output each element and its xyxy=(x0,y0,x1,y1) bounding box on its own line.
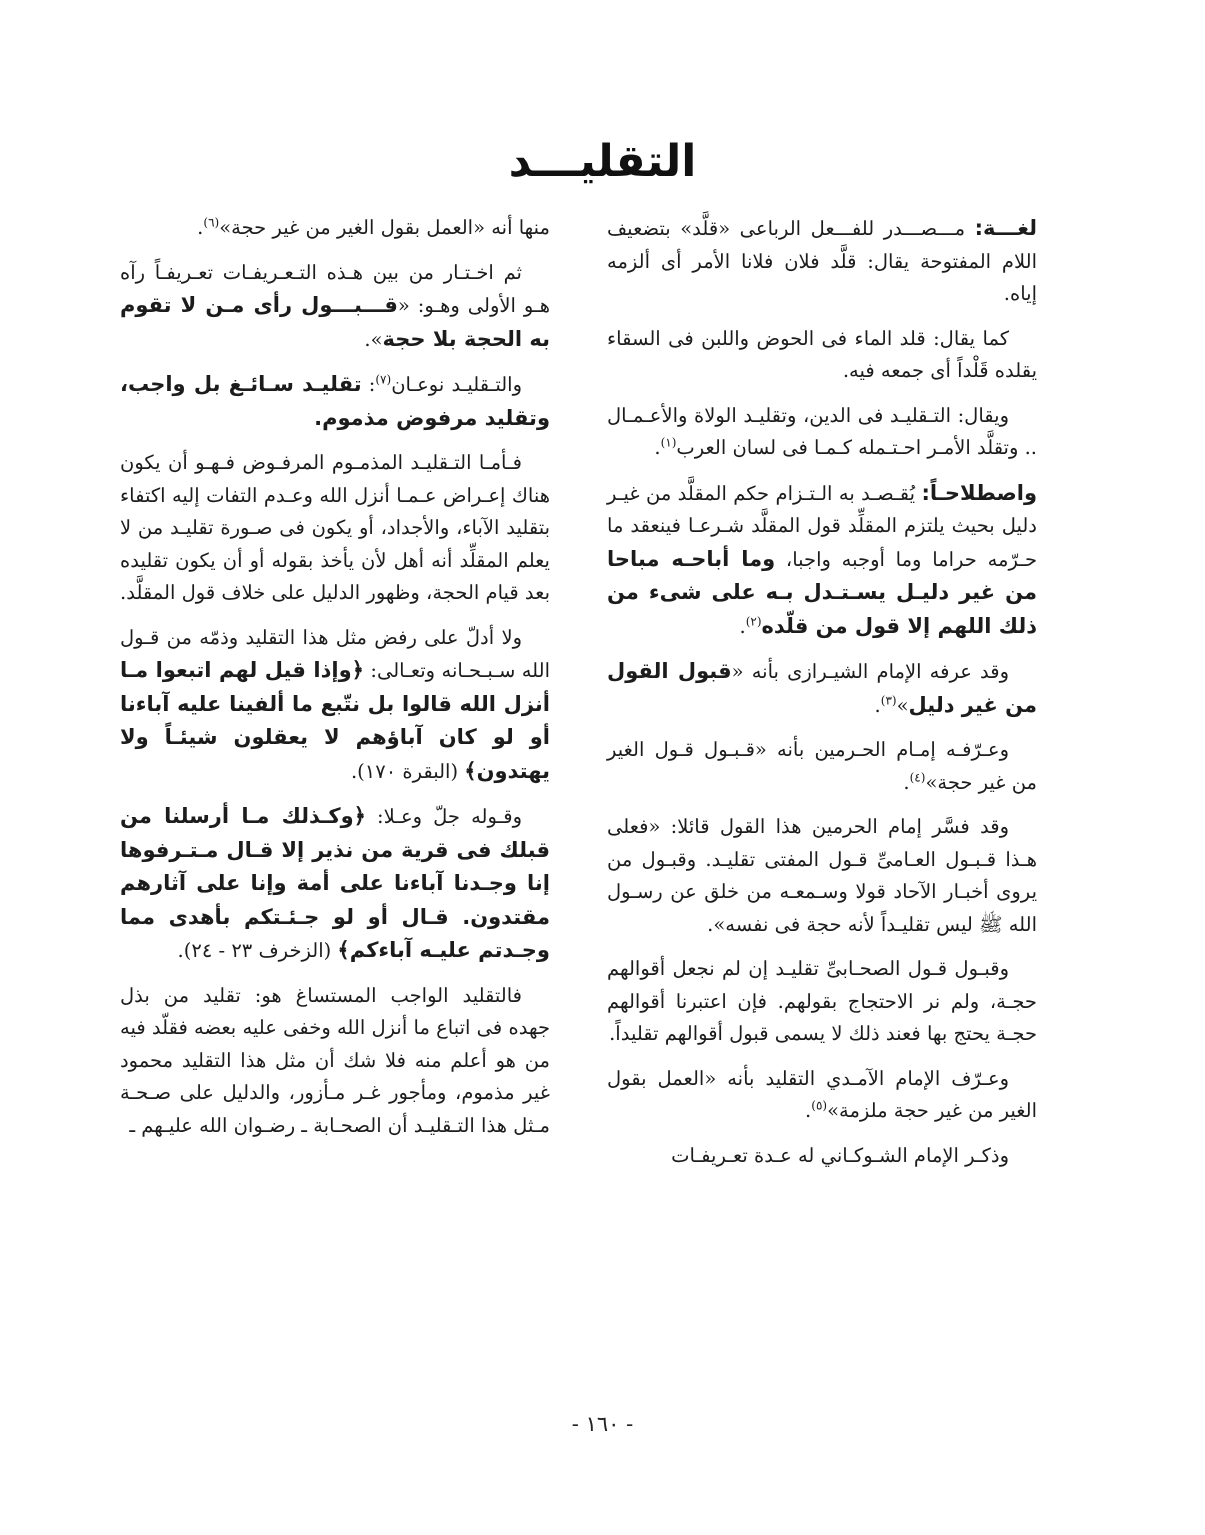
paragraph-text: منها أنه «العمل بقول الغير من غير حجة» xyxy=(219,216,550,239)
bold-text: قـــبـــول رأى مـن لا تقوم به الحجة بلا حجة xyxy=(120,293,550,351)
paragraph xyxy=(607,734,1037,799)
paragraph-text: وقد عرفه الإمام الشيـرازى بأنه « xyxy=(731,660,1010,683)
paragraph-text: فـأمـا التـقليـد المذمـوم المرفـوض فـهـو أن يكون هناك إعـراض عـمـا أنزل الله وعـدم التفات إليه اكتفاء بتقليد الآباء، والأجداد، أو يكون فى صـورة تقليـد من لا يعلم المقلِّد أنه أهل لأن يأخذ بقوله أو أن يكون تقليده بعد قيام الحجة، وظهور الدليل على خلاف قول المقلَّد. xyxy=(120,451,550,604)
bold-text: قبول القول من غير دليل xyxy=(607,659,1037,717)
paragraph-technical-definition xyxy=(607,477,1037,644)
verse-reference: (البقرة ١٧٠). xyxy=(350,759,465,783)
left-column xyxy=(120,212,550,1154)
paragraph-quran-quote xyxy=(120,622,550,789)
paragraph xyxy=(607,655,1037,722)
footnote-marker: (١) xyxy=(660,435,677,450)
bold-text: وما أباحـه مباحا من غير دليـل يسـتـدل بـه على شىء من ذلك اللهم إلا قول من قلّده xyxy=(607,546,1037,638)
footnote-marker: (٢) xyxy=(745,614,762,628)
paragraph xyxy=(607,811,1037,941)
quran-verse: ﴿وإذا قيل لهم اتبعوا مـا أنزل الله قالوا بل نتّبع ما ألفينا عليه آباءنا أو لو كان آباؤهم لا يعقلون شيئـاً ولا يهتدون﴾ xyxy=(120,658,550,783)
paragraph-text: مـــصـــدر للفـــعل الرباعى «قلَّد» بتضعيف اللام المفتوحة يقال: قلَّد فلان فلانا الأمر أى ألزمه إياه. xyxy=(607,217,1037,305)
paragraph-text: وعـرّف الإمام الآمـدي التقليد بأنه «العمل بقول الغير من غير حجة ملزمة» xyxy=(607,1066,1037,1122)
page-number: - ١٦٠ - xyxy=(571,1412,634,1436)
footnote-marker: (٣) xyxy=(880,693,897,707)
paragraph xyxy=(120,257,550,357)
paragraph xyxy=(607,1140,1037,1173)
punctuation: . xyxy=(903,770,910,794)
footnote-marker: (٧) xyxy=(375,372,392,387)
paragraph-text: فالتقليد الواجب المستساغ هو: تقليد من بذل جهده فى اتباع ما أنزل الله وخفى عليه بعضه فقلّد فيه من هو أعلم منه فلا شك أن مثل هذا التقليد محمود غير مذموم، ومأجور غـر مـأزور، والدليل على صـحـة مـثل هذا التـقليـد أن الصحـابة ـ رضـوان الله عليـهم ـ xyxy=(120,983,550,1137)
footnote-marker: (٥) xyxy=(811,1098,828,1113)
paragraph-text: وقد فسَّر إمام الحرمين هذا القول قائلا: «فعلى هـذا قـبـول العـامىِّ قـول المفتى تقليـد. وقبـول من يروى أخبـار الآحاد قولا وسـمعـه من خلق عن رسـول الله ﷺ ليس تقليـداً لأنه حجة فى نفسه». xyxy=(607,815,1037,936)
verse-reference: (الزخرف ٢٣ - ٢٤). xyxy=(177,939,338,962)
paragraph-text: ثم اخـتـار من بين هـذه التـعـريفـات تعـريفـاً رآه هـو الأولى وهـو: « xyxy=(120,260,550,317)
paragraph-text: وقـوله جلّ وعـلا: xyxy=(365,805,522,828)
page-title: التقليـــد xyxy=(508,136,697,187)
paragraph-text: يُقـصـد به الـتـزام حكم المقلَّد من غيـر دليل بحيث يلتزم المقلِّد قول المقلَّد شـرعـا فينعقد ما حـرّمه حراما وما أوجبه واجبا، xyxy=(607,481,1038,571)
right-column xyxy=(607,212,1037,1184)
footnote-marker: (٤) xyxy=(909,770,926,784)
paragraph-text: وعـرّفـه إمـام الحـرمين بأنه «قـبـول قـول الغير من غير حجة» xyxy=(607,738,1037,794)
quran-verse: ﴿وكـذلك مـا أرسلنا من قبلك فى قرية من نذير إلا قـال مـتـرفوها إنا وجـدنا آباءنا على أمة وإنا على آثارهم مقتدون. قـال أو لو جـئـتكم بأهدى مما وجـدتم عليـه آباءكم﴾ xyxy=(120,804,550,962)
bold-text: تقليـد سـائـغ بل واجب، وتقليد مرفوض مذموم. xyxy=(120,372,550,430)
punctuation: » xyxy=(896,693,909,717)
paragraph-text: وذكـر الإمام الشـوكـاني له عـدة تعـريفـات xyxy=(671,1143,1009,1167)
paragraph xyxy=(607,1063,1037,1128)
punctuation: : xyxy=(361,373,376,396)
paragraph xyxy=(120,368,550,435)
paragraph xyxy=(607,323,1037,388)
punctuation: . xyxy=(197,216,204,239)
paragraph xyxy=(120,447,550,610)
paragraph-text: ولا أدلّ على رفض مثل هذا التقليد وذمّه من قـول الله سـبـحـانه وتعـالى: xyxy=(120,625,550,682)
punctuation: . xyxy=(805,1099,812,1122)
paragraph-text: ويقال: التـقليـد فى الدين، وتقليـد الولاة والأعـمـال .. وتقلَّد الأمـر احـتـمله كـمـا فى لسان العرب xyxy=(607,403,1037,459)
punctuation: . xyxy=(654,436,661,459)
punctuation: ». xyxy=(364,327,383,351)
paragraph-linguistic-definition xyxy=(607,212,1037,311)
paragraph xyxy=(120,980,550,1143)
footnote-marker: (٦) xyxy=(203,215,220,230)
punctuation: . xyxy=(739,614,746,638)
term-label: واصطلاحـاً: xyxy=(921,480,1037,505)
paragraph xyxy=(120,212,550,245)
paragraph-quran-quote xyxy=(120,800,550,968)
term-label: لغـــة: xyxy=(974,216,1037,240)
paragraph-text: كما يقال: قلد الماء فى الحوض واللبن فى السقاء يقلده قَلْداً أى جمعه فيه. xyxy=(607,326,1037,382)
punctuation: . xyxy=(874,693,881,717)
paragraph xyxy=(607,953,1037,1051)
paragraph-text: والتـقليـد نوعـان xyxy=(391,373,522,396)
paragraph-text: وقبـول قـول الصحـابىِّ تقليـد إن لم نجعل أقوالهم حجـة، ولم نر الاحتجاج بقولهم. فإن اعتبرنا أقوالهم حجـة يحتج بها فعند ذلك لا يسمى قبول أقوالهم تقليداً. xyxy=(607,957,1037,1045)
paragraph xyxy=(607,400,1037,465)
